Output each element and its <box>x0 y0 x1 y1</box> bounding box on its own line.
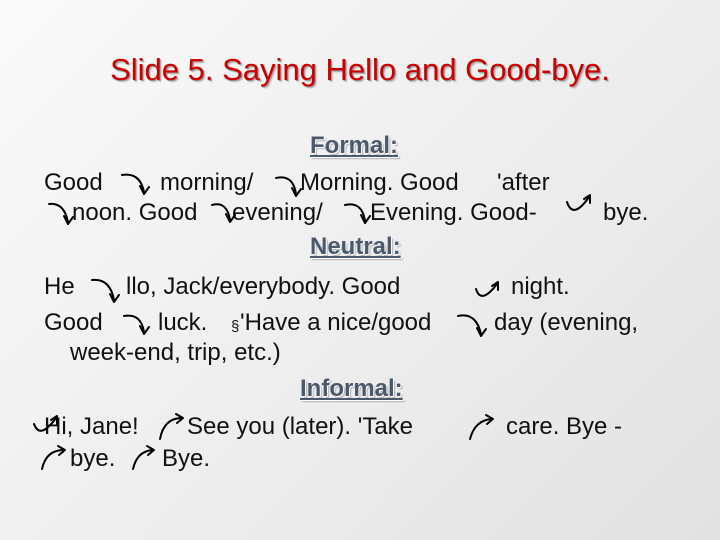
neutral-line2-good: Good <box>44 309 103 336</box>
neutral-line1-night: night. <box>511 273 570 300</box>
informal-line1-care: care. Bye - <box>506 413 623 440</box>
formal-line2-evening: evening/ <box>232 199 323 226</box>
formal-line1-after: 'after <box>497 169 550 196</box>
neutral-line3: week-end, trip, etc.) <box>70 339 281 366</box>
neutral-heading: Neutral: <box>310 233 401 260</box>
formal-line2-noon-good: noon. Good <box>72 199 198 226</box>
section-symbol: § <box>231 318 240 335</box>
neutral-line2-have: 'Have a nice/good <box>240 309 432 336</box>
informal-line1-hi: Hi, Jane! <box>44 413 139 440</box>
formal-line1-morning: morning/ <box>160 169 254 196</box>
neutral-line2-day: day (evening, <box>494 309 639 336</box>
formal-heading: Formal: <box>310 132 399 159</box>
formal-line2-evening-good: Evening. Good- <box>370 199 537 226</box>
informal-line2-bye-final: Bye. <box>162 445 211 472</box>
neutral-line2-luck: luck. <box>158 309 208 336</box>
formal-line1-good: Good <box>44 169 103 196</box>
neutral-line1-hello: llo, Jack/everybody. Good <box>126 273 401 300</box>
informal-line1-see: See you (later). 'Take <box>187 413 414 440</box>
neutral-line1-he: He <box>44 273 75 300</box>
informal-line2-bye: bye. <box>70 445 116 472</box>
formal-line1-morning-good: Morning. Good <box>300 169 459 196</box>
slide-title: Slide 5. Saying Hello and Good-bye. <box>110 52 610 87</box>
informal-heading: Informal: <box>300 375 403 402</box>
formal-line2-bye: bye. <box>603 199 649 226</box>
